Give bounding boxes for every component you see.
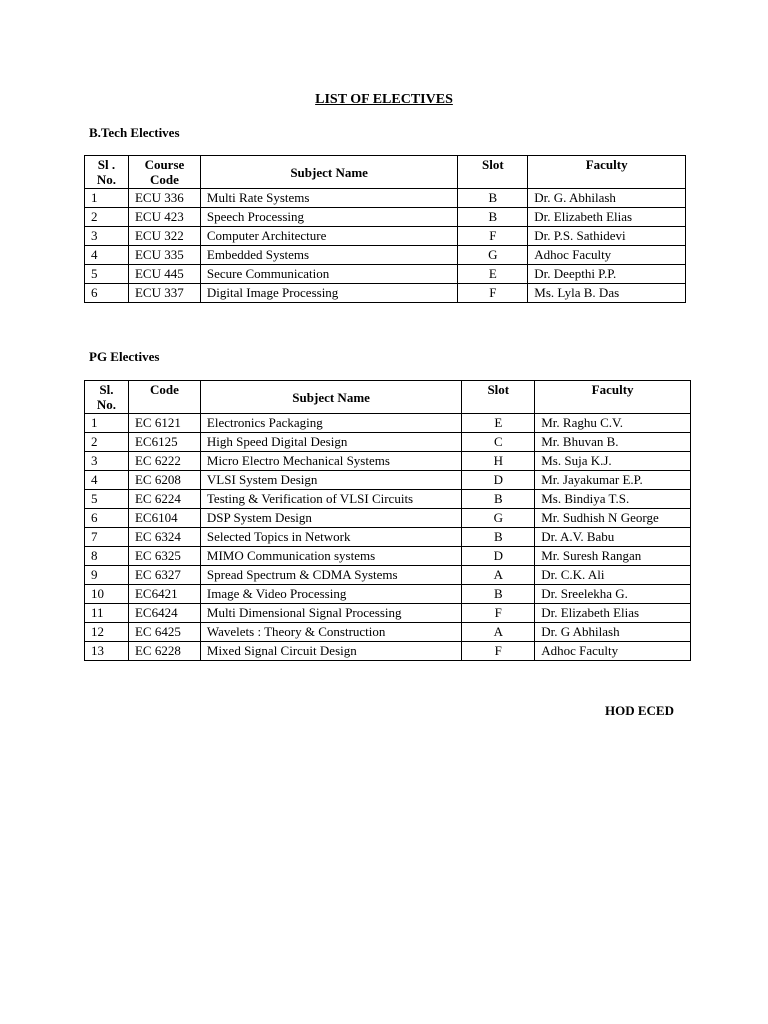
- cell-sl-no: 12: [85, 623, 129, 642]
- cell-course-code: ECU 335: [128, 246, 200, 265]
- cell-subject-name: Selected Topics in Network: [200, 528, 461, 547]
- cell-faculty: Dr. A.V. Babu: [535, 528, 691, 547]
- cell-course-code: ECU 423: [128, 208, 200, 227]
- cell-sl-no: 13: [85, 642, 129, 661]
- cell-sl-no: 5: [85, 490, 129, 509]
- pg-table-body: [85, 414, 691, 661]
- cell-subject-name: DSP System Design: [200, 509, 461, 528]
- table-row: [85, 585, 691, 604]
- cell-faculty: Mr. Suresh Rangan: [535, 547, 691, 566]
- cell-faculty: Dr. Deepthi P.P.: [528, 265, 686, 284]
- page-title: LIST OF ELECTIVES: [315, 92, 453, 107]
- table-row: [85, 604, 691, 623]
- table-row: [85, 414, 691, 433]
- cell-subject-name: Electronics Packaging: [200, 414, 461, 433]
- cell-course-code: ECU 337: [128, 284, 200, 303]
- cell-course-code: EC 6325: [128, 547, 200, 566]
- cell-faculty: Adhoc Faculty: [528, 246, 686, 265]
- cell-sl-no: 2: [85, 208, 129, 227]
- table-row: [85, 284, 686, 303]
- cell-course-code: EC6421: [128, 585, 200, 604]
- cell-sl-no: 4: [85, 471, 129, 490]
- table-row: [85, 509, 691, 528]
- hod-signature: HOD ECED: [605, 703, 674, 718]
- cell-sl-no: 1: [85, 189, 129, 208]
- table-row: [85, 528, 691, 547]
- cell-subject-name: Computer Architecture: [200, 227, 458, 246]
- cell-faculty: Ms. Lyla B. Das: [528, 284, 686, 303]
- header-sl-no-line2: No.: [96, 397, 117, 412]
- cell-course-code: EC 6327: [128, 566, 200, 585]
- table-row: [85, 642, 691, 661]
- cell-sl-no: 9: [85, 566, 129, 585]
- header-sl-no: [85, 381, 129, 414]
- cell-slot: G: [458, 246, 528, 265]
- btech-table-body: [85, 189, 686, 303]
- table-row: [85, 452, 691, 471]
- cell-course-code: EC 6208: [128, 471, 200, 490]
- table-header-row: [85, 156, 686, 189]
- cell-subject-name: Digital Image Processing: [200, 284, 458, 303]
- cell-subject-name: Image & Video Processing: [200, 585, 461, 604]
- header-subject-name: Subject Name: [200, 381, 461, 414]
- pg-electives-heading: PG Electives: [89, 349, 160, 364]
- cell-subject-name: VLSI System Design: [200, 471, 461, 490]
- cell-subject-name: Multi Rate Systems: [200, 189, 458, 208]
- cell-sl-no: 4: [85, 246, 129, 265]
- cell-subject-name: Multi Dimensional Signal Processing: [200, 604, 461, 623]
- cell-course-code: EC 6425: [128, 623, 200, 642]
- cell-slot: B: [462, 585, 535, 604]
- table-row: [85, 566, 691, 585]
- header-sl-no-line2: No.: [96, 172, 117, 187]
- cell-sl-no: 8: [85, 547, 129, 566]
- cell-course-code: ECU 322: [128, 227, 200, 246]
- header-subject-name: Subject Name: [200, 156, 458, 189]
- cell-faculty: Ms. Suja K.J.: [535, 452, 691, 471]
- cell-faculty: Adhoc Faculty: [535, 642, 691, 661]
- cell-subject-name: Wavelets : Theory & Construction: [200, 623, 461, 642]
- cell-slot: F: [458, 284, 528, 303]
- cell-sl-no: 10: [85, 585, 129, 604]
- cell-slot: C: [462, 433, 535, 452]
- cell-subject-name: Embedded Systems: [200, 246, 458, 265]
- pg-electives-table: [84, 380, 691, 661]
- cell-sl-no: 6: [85, 509, 129, 528]
- cell-sl-no: 7: [85, 528, 129, 547]
- header-course-code: [128, 156, 200, 189]
- table-row: [85, 623, 691, 642]
- cell-subject-name: Spread Spectrum & CDMA Systems: [200, 566, 461, 585]
- cell-course-code: EC 6228: [128, 642, 200, 661]
- cell-faculty: Dr. Elizabeth Elias: [535, 604, 691, 623]
- cell-slot: F: [458, 227, 528, 246]
- cell-course-code: ECU 336: [128, 189, 200, 208]
- table-row: [85, 265, 686, 284]
- cell-subject-name: MIMO Communication systems: [200, 547, 461, 566]
- header-course-code-line2: Code: [149, 172, 179, 187]
- cell-sl-no: 1: [85, 414, 129, 433]
- header-sl-no-line1: Sl.: [99, 382, 114, 397]
- cell-subject-name: Speech Processing: [200, 208, 458, 227]
- cell-subject-name: High Speed Digital Design: [200, 433, 461, 452]
- table-row: [85, 471, 691, 490]
- cell-faculty: Dr. Elizabeth Elias: [528, 208, 686, 227]
- cell-slot: D: [462, 547, 535, 566]
- table-row: [85, 189, 686, 208]
- cell-slot: H: [462, 452, 535, 471]
- cell-slot: A: [462, 566, 535, 585]
- cell-slot: F: [462, 604, 535, 623]
- table-row: [85, 246, 686, 265]
- header-course-code-line1: Course: [144, 157, 185, 172]
- header-slot: Slot: [462, 381, 535, 414]
- cell-subject-name: Testing & Verification of VLSI Circuits: [200, 490, 461, 509]
- cell-subject-name: Mixed Signal Circuit Design: [200, 642, 461, 661]
- cell-subject-name: Micro Electro Mechanical Systems: [200, 452, 461, 471]
- table-row: [85, 208, 686, 227]
- cell-course-code: EC 6324: [128, 528, 200, 547]
- cell-slot: E: [458, 265, 528, 284]
- cell-slot: B: [458, 208, 528, 227]
- cell-sl-no: 6: [85, 284, 129, 303]
- table-header-row: [85, 381, 691, 414]
- cell-course-code: EC 6222: [128, 452, 200, 471]
- header-sl-no-line1: Sl .: [97, 157, 116, 172]
- cell-faculty: Mr. Sudhish N George: [535, 509, 691, 528]
- cell-sl-no: 5: [85, 265, 129, 284]
- cell-slot: F: [462, 642, 535, 661]
- cell-slot: B: [462, 490, 535, 509]
- header-faculty: Faculty: [528, 156, 686, 189]
- header-faculty: Faculty: [535, 381, 691, 414]
- cell-slot: D: [462, 471, 535, 490]
- cell-slot: A: [462, 623, 535, 642]
- cell-slot: B: [458, 189, 528, 208]
- cell-course-code: EC6424: [128, 604, 200, 623]
- btech-electives-heading: B.Tech Electives: [89, 125, 180, 140]
- cell-course-code: EC6104: [128, 509, 200, 528]
- header-slot: Slot: [458, 156, 528, 189]
- cell-slot: G: [462, 509, 535, 528]
- table-row: [85, 433, 691, 452]
- cell-faculty: Dr. G. Abhilash: [528, 189, 686, 208]
- cell-subject-name: Secure Communication: [200, 265, 458, 284]
- cell-slot: E: [462, 414, 535, 433]
- btech-electives-table: [84, 155, 686, 303]
- cell-course-code: EC 6121: [128, 414, 200, 433]
- cell-faculty: Mr. Raghu C.V.: [535, 414, 691, 433]
- table-row: [85, 547, 691, 566]
- cell-course-code: EC 6224: [128, 490, 200, 509]
- cell-faculty: Dr. G Abhilash: [535, 623, 691, 642]
- cell-faculty: Ms. Bindiya T.S.: [535, 490, 691, 509]
- table-row: [85, 490, 691, 509]
- header-code: Code: [128, 381, 200, 414]
- cell-slot: B: [462, 528, 535, 547]
- cell-faculty: Dr. Sreelekha G.: [535, 585, 691, 604]
- cell-faculty: Mr. Bhuvan B.: [535, 433, 691, 452]
- cell-faculty: Mr. Jayakumar E.P.: [535, 471, 691, 490]
- cell-faculty: Dr. C.K. Ali: [535, 566, 691, 585]
- cell-sl-no: 3: [85, 227, 129, 246]
- cell-faculty: Dr. P.S. Sathidevi: [528, 227, 686, 246]
- header-sl-no: [85, 156, 129, 189]
- cell-sl-no: 3: [85, 452, 129, 471]
- cell-sl-no: 2: [85, 433, 129, 452]
- cell-sl-no: 11: [85, 604, 129, 623]
- cell-course-code: ECU 445: [128, 265, 200, 284]
- cell-course-code: EC6125: [128, 433, 200, 452]
- table-row: [85, 227, 686, 246]
